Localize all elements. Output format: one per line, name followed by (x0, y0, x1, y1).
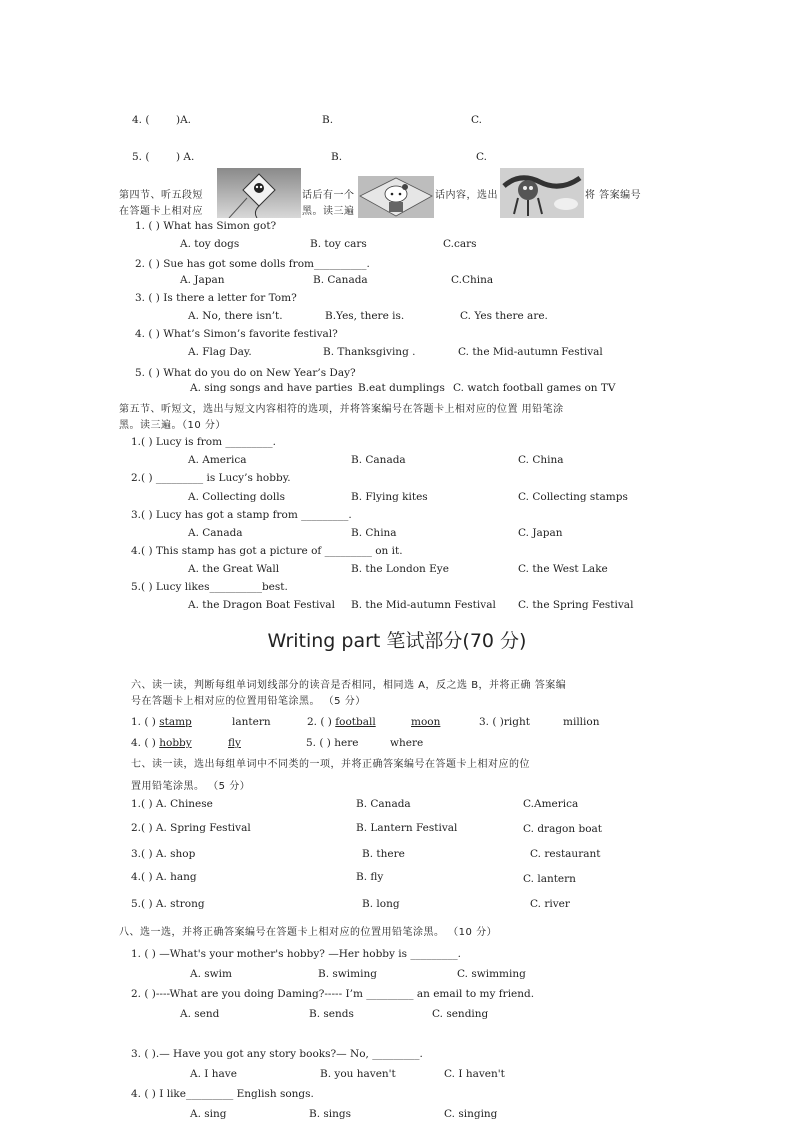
s4-q1-option-c: C.cars (443, 238, 477, 250)
s4-q2-stem: 2. ( ) Sue has got some dolls from__________. (135, 258, 370, 270)
s6-q3-word1: right (503, 716, 530, 728)
s8-q4-option-a: A. sing (190, 1108, 227, 1120)
s7-q4-option-b: B. fly (356, 871, 384, 883)
s6-q1-word1: stamp (159, 716, 192, 728)
s5-q2-option-b: B. Flying kites (351, 491, 428, 503)
s5-q3-option-a: A. Canada (188, 527, 243, 539)
s8-q2-option-c: C. sending (432, 1008, 489, 1020)
s4-q5-stem: 5. ( ) What do you do on New Year’s Day? (135, 367, 356, 379)
s8-q4-option-b: B. sings (309, 1108, 352, 1120)
s8-q3-option-a: A. I have (190, 1068, 237, 1080)
s5-q1-option-c: C. China (518, 454, 564, 466)
s8-heading: 八、选一选，并将正确答案编号在答题卡上相对应的位置用铅笔涂黑。 （10 分） (119, 927, 498, 938)
s8-q2-option-a: A. send (180, 1008, 220, 1020)
s7-q2-option-b: B. Lantern Festival (356, 822, 458, 834)
s5-q5-stem: 5.( ) Lucy likes__________best. (131, 581, 288, 593)
s4-heading-line2-part1: 在答题卡上相对应 (119, 206, 203, 217)
s8-q4-stem: 4. ( ) I like_________ English songs. (131, 1088, 314, 1100)
s6-q1-word2: lantern (232, 716, 271, 728)
writing-part-title: Writing part 笔试部分(70 分) (267, 630, 527, 652)
s4-q3-option-a: A. No, there isn’t. (188, 310, 283, 322)
s6-q2-number: 2. ( ) (307, 716, 336, 728)
s6-q5-word2: where (390, 737, 424, 749)
s3-q5-option-c: C. (476, 151, 487, 163)
s5-q4-option-a: A. the Great Wall (188, 563, 280, 575)
s6-q4-word1: hobby (159, 737, 192, 749)
s6-q5 (306, 736, 358, 750)
s4-q4-option-b: B. Thanksgiving . (323, 346, 416, 358)
s8-q1-option-c: C. swimming (457, 968, 526, 980)
s3-q5-number: 5. ( (132, 151, 150, 163)
s7-q5-option-c: C. river (530, 898, 570, 910)
s6-q3-word2: million (563, 716, 600, 728)
kite-picture (217, 168, 301, 218)
s5-q2-stem: 2.( ) _________ is Lucy’s hobby. (131, 472, 291, 484)
s3-q4-option-a: )A. (176, 114, 192, 126)
s7-q3-option-b: B. there (362, 848, 405, 860)
s4-q2-option-c: C.China (451, 274, 494, 286)
s6-q2-word1: football (335, 716, 376, 728)
s7-q2-stem: 2.( ) A. Spring Festival (131, 822, 251, 834)
s4-q5-option-c: C. watch football games on TV (453, 382, 616, 394)
s7-q4-option-c: C. lantern (523, 873, 576, 885)
s5-q4-option-c: C. the West Lake (518, 563, 608, 575)
s6-q1 (131, 715, 192, 729)
s7-q3-stem: 3.( ) A. shop (131, 848, 196, 860)
s5-q3-option-c: C. Japan (518, 527, 563, 539)
s4-q3-option-c: C. Yes there are. (460, 310, 548, 322)
s4-q4-option-a: A. Flag Day. (188, 346, 252, 358)
s4-q3-stem: 3. ( ) Is there a letter for Tom? (135, 292, 297, 304)
s4-q2-option-a: A. Japan (180, 274, 225, 286)
s4-q4-option-c: C. the Mid-autumn Festival (458, 346, 603, 358)
s3-q5-option-a: ) A. (176, 151, 195, 163)
s3-q4-option-c: C. (471, 114, 482, 126)
s7-q5-option-b: B. long (362, 898, 400, 910)
s3-q4-option-b: B. (322, 114, 334, 126)
s8-q3-stem: 3. ( ).— Have you got any story books?— No, _________. (131, 1048, 423, 1060)
s7-q1-option-c: C.America (523, 798, 579, 810)
s4-q1-stem: 1. ( ) What has Simon got? (135, 220, 277, 232)
s5-heading-line2: 黑。读三遍。（10 分） (119, 420, 226, 431)
s5-q2-option-a: A. Collecting dolls (188, 491, 285, 503)
s8-q1-option-b: B. swiming (318, 968, 377, 980)
s4-heading-part3: 话内容，选出 (435, 190, 498, 201)
s5-heading-line1: 第五节、听短文，选出与短文内容相符的选项，并将答案编号在答题卡上相对应的位置 用铅笔涂 (119, 404, 564, 415)
s5-q3-option-b: B. China (351, 527, 397, 539)
s6-q4 (131, 736, 192, 750)
s8-q3-option-c: C. I haven't (444, 1068, 505, 1080)
s5-q5-option-c: C. the Spring Festival (518, 599, 634, 611)
s4-q1-option-b: B. toy cars (310, 238, 367, 250)
s4-q5-option-b: B.eat dumplings (358, 382, 445, 394)
s4-q5-option-a: A. sing songs and have parties (190, 382, 353, 394)
s5-q2-option-c: C. Collecting stamps (518, 491, 628, 503)
s7-heading-line1: 七、读一读，选出每组单词中不同类的一项，并将正确答案编号在答题卡上相对应的位 (131, 759, 530, 770)
s6-heading-line2: 号在答题卡上相对应的位置用铅笔涂黑。 （5 分） (131, 696, 366, 707)
s5-q1-option-b: B. Canada (351, 454, 406, 466)
s5-q5-option-a: A. the Dragon Boat Festival (188, 599, 335, 611)
s5-q1-option-a: A. America (188, 454, 247, 466)
dragon-kite-picture (500, 168, 584, 218)
s4-heading-part2: 话后有一个 (302, 190, 355, 201)
s6-q3 (479, 715, 530, 729)
s7-q3-option-c: C. restaurant (530, 848, 601, 860)
s8-q2-option-b: B. sends (309, 1008, 354, 1020)
s8-q3-option-b: B. you haven't (320, 1068, 396, 1080)
s6-q2-word2: moon (411, 716, 441, 728)
s4-q3-option-b: B.Yes, there is. (325, 310, 405, 322)
s4-q1-option-a: A. toy dogs (180, 238, 240, 250)
s5-q4-stem: 4.( ) This stamp has got a picture of _________ on it. (131, 545, 403, 557)
hello-kitty-kite-picture (358, 176, 434, 218)
s7-q1-option-b: B. Canada (356, 798, 411, 810)
s4-heading-line2-part2: 黑。读三遍 (302, 206, 355, 217)
s5-q1-stem: 1.( ) Lucy is from _________. (131, 436, 276, 448)
s7-q2-option-c: C. dragon boat (523, 823, 603, 835)
s8-q1-option-a: A. swim (190, 968, 232, 980)
s8-q2-stem: 2. ( )----What are you doing Daming?----- I’m _________ an email to my friend. (131, 988, 535, 1000)
s4-heading-part1: 第四节、听五段短 (119, 190, 203, 201)
s6-q1-number: 1. ( ) (131, 716, 160, 728)
s6-q5-number: 5. ( ) (306, 737, 335, 749)
s4-heading-part4: 将 答案编号 (585, 190, 642, 201)
s8-q1-stem: 1. ( ) —What's your mother's hobby? —Her hobby is _________. (131, 948, 461, 960)
s7-q4-stem: 4.( ) A. hang (131, 871, 197, 883)
s3-q5-option-b: B. (331, 151, 343, 163)
s4-q2-option-b: B. Canada (313, 274, 368, 286)
s8-q4-option-c: C. singing (444, 1108, 498, 1120)
s7-q5-stem: 5.( ) A. strong (131, 898, 205, 910)
s7-heading-line2: 置用铅笔涂黑。 （5 分） (131, 781, 251, 792)
s5-q5-option-b: B. the Mid-autumn Festival (351, 599, 496, 611)
s5-q4-option-b: B. the London Eye (351, 563, 449, 575)
s4-q4-stem: 4. ( ) What’s Simon’s favorite festival? (135, 328, 338, 340)
s6-q2 (307, 715, 376, 729)
s6-q3-number: 3. ( ) (479, 716, 504, 728)
s3-q4-number: 4. ( (132, 114, 150, 126)
s6-heading-line1: 六、读一读，判断每组单词划线部分的读音是否相同，相同选 A，反之选 B，并将正确 答案编 (131, 680, 567, 691)
s6-q4-word2: fly (228, 737, 241, 749)
s5-q3-stem: 3.( ) Lucy has got a stamp from _________. (131, 509, 352, 521)
s7-q1-stem: 1.( ) A. Chinese (131, 798, 213, 810)
s6-q5-word1: here (334, 737, 359, 749)
s6-q4-number: 4. ( ) (131, 737, 160, 749)
